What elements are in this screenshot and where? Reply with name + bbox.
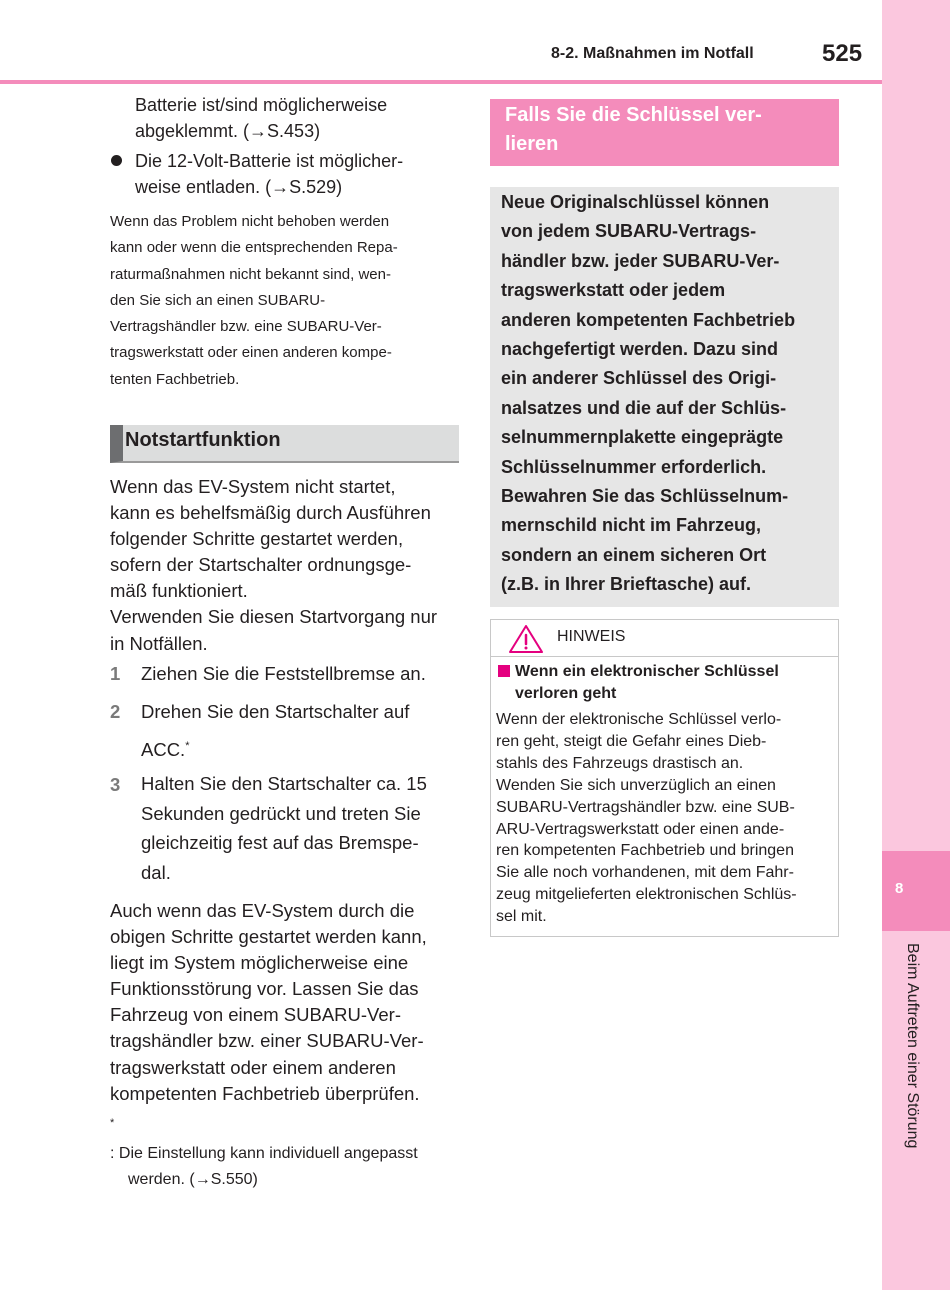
text-line: tragswerkstatt oder einem anderen [110, 1056, 396, 1078]
notice-body [496, 709, 797, 928]
footnote-marker: * [110, 1117, 115, 1129]
text-line: Funktionsstörung vor. Lassen Sie das [110, 978, 419, 1000]
step-text [141, 769, 427, 887]
bullet-icon [111, 155, 122, 166]
text-line: (z.B. in Ihrer Brieftasche) auf. [501, 574, 752, 595]
text-line: sel mit. [496, 908, 547, 926]
step-text [141, 659, 426, 689]
text-line: Fahrzeug von einem SUBARU-Ver- [110, 1004, 401, 1026]
text-line: Bewahren Sie das Schlüsselnum- [501, 486, 789, 507]
chapter-tab[interactable] [882, 851, 950, 931]
chapter-number: 8 [895, 880, 904, 897]
text-line: sofern der Startschalter ordnungsge- [110, 554, 412, 576]
text-line [141, 727, 409, 765]
text-line: Wenn ein elektronischer Schlüssel [515, 663, 779, 680]
text-line [110, 1110, 418, 1167]
step-number: 1 [110, 663, 121, 684]
text-line: Falls Sie die Schlüssel ver- [505, 104, 762, 126]
text-line: ein anderer Schlüssel des Origi- [501, 368, 777, 389]
text-line: dal. [141, 861, 171, 883]
section-title: 8-2. Maßnahmen im Notfall [551, 45, 754, 62]
footnote-marker: * [185, 739, 190, 752]
text-line: obigen Schritte gestartet werden kann, [110, 926, 427, 948]
text-line: SUBARU-Vertragshändler bzw. eine SUB- [496, 798, 795, 816]
text-line: werden. (→S.550) [128, 1171, 258, 1189]
text-line: Neue Originalschlüssel können [501, 192, 770, 212]
text-line: Halten Sie den Startschalter ca. 15 [141, 773, 427, 794]
text-line: stahls des Fahrzeugs drastisch an. [496, 754, 744, 772]
text-line: raturmaßnahmen nicht bekannt sind, wen- [110, 265, 391, 283]
text-line: verloren geht [515, 685, 617, 702]
text-line: Wenn das EV-System nicht startet, [110, 476, 396, 497]
text-line: ren kompetenten Fachbetrieb und bringen [496, 842, 794, 860]
text-line: Wenn das Problem nicht behoben werden [110, 213, 390, 230]
text-line: kompetenten Fachbetrieb überprüfen. [110, 1082, 420, 1104]
text-line: Die 12-Volt-Batterie ist möglicher- [135, 151, 404, 171]
acc-text: ACC. [141, 738, 186, 760]
text-line: Ziehen Sie die Feststellbremse an. [141, 663, 426, 684]
text-line: den Sie sich an einen SUBARU- [110, 291, 326, 309]
text-line: anderen kompetenten Fachbetrieb [501, 309, 796, 330]
text-line: tragshändler bzw. einer SUBARU-Ver- [110, 1030, 424, 1052]
text-line: tragswerkstatt oder einen anderen kompe- [110, 344, 392, 362]
text-line: tenten Fachbetrieb. [110, 370, 240, 388]
text-line: kann oder wenn die entsprechenden Repa- [110, 239, 398, 257]
troubleshooting-note [110, 209, 455, 393]
text-line: gleichzeitig fest auf das Bremspe- [141, 832, 419, 853]
text-line: Sie alle noch vorhandenen, mit dem Fahr- [496, 864, 794, 882]
text-line: von jedem SUBARU-Vertrags- [501, 221, 757, 242]
text-line: weise entladen. (→S.529) [135, 177, 343, 197]
step-text [141, 697, 409, 764]
chapter-title: Beim Auftreten einer Störung [904, 943, 921, 1149]
section-heading: Notstartfunktion [125, 429, 281, 451]
step-number: 3 [110, 774, 121, 795]
warning-icon [508, 624, 544, 654]
text-line: in Notfällen. [110, 632, 208, 654]
text-line: Drehen Sie den Startschalter auf [141, 701, 410, 722]
text-line: selnummernplakette eingeprägte [501, 427, 784, 448]
page-number: 525 [822, 40, 863, 67]
text-line: händler bzw. jeder SUBARU-Ver- [501, 250, 780, 271]
notice-square-icon [498, 665, 510, 677]
text-line: kann es behelfsmäßig durch Ausführen [110, 502, 431, 524]
text-line: tragswerkstatt oder jedem [501, 280, 726, 301]
step-number: 2 [110, 701, 121, 722]
text-line: folgender Schritte gestartet werden, [110, 528, 404, 550]
closing-paragraph [110, 898, 427, 1107]
key-info-text [501, 188, 795, 600]
text-line: ARU-Vertragswerkstatt oder einen ande- [496, 820, 785, 838]
text-line: Sekunden gedrückt und treten Sie [141, 802, 421, 824]
text-line: Wenden Sie sich unverzüglich an einen [496, 776, 776, 794]
text-line: lieren [505, 133, 559, 155]
notice-divider [490, 656, 839, 657]
text-line: Auch wenn das EV-System durch die [110, 900, 415, 921]
text-line: Vertragshändler bzw. eine SUBARU-Ver- [110, 318, 382, 336]
text-line: Verwenden Sie diesen Startvorgang nur [110, 606, 438, 628]
text-line: liegt im System möglicherweise eine [110, 952, 409, 974]
text-line: mernschild nicht im Fahrzeug, [501, 515, 762, 536]
text-line: abgeklemmt. (→S.453) [135, 121, 321, 141]
notice-label: HINWEIS [557, 628, 626, 645]
text-line: ren geht, steigt die Gefahr eines Dieb- [496, 732, 767, 750]
intro-paragraph [110, 474, 437, 657]
text-line: Schlüsselnummer erforderlich. [501, 456, 767, 477]
text-line: Wenn der elektronische Schlüssel verlo- [496, 711, 782, 728]
text-line: nalsatzes und die auf der Schlüs- [501, 397, 787, 418]
footnote-text: : Die Einstellung kann individuell angepasst [110, 1145, 418, 1163]
text-line: mäß funktioniert. [110, 580, 248, 602]
header-rule [0, 80, 882, 84]
text-line: sondern an einem sicheren Ort [501, 544, 767, 565]
text-line: Batterie ist/sind möglicherweise [135, 95, 388, 115]
text-line: zeug mitgelieferten elektronischen Schlüs- [496, 886, 797, 904]
footnote [110, 1110, 418, 1193]
lost-keys-heading [505, 101, 835, 159]
text-line: nachgefertigt werden. Dazu sind [501, 339, 779, 360]
notice-title [515, 661, 779, 705]
